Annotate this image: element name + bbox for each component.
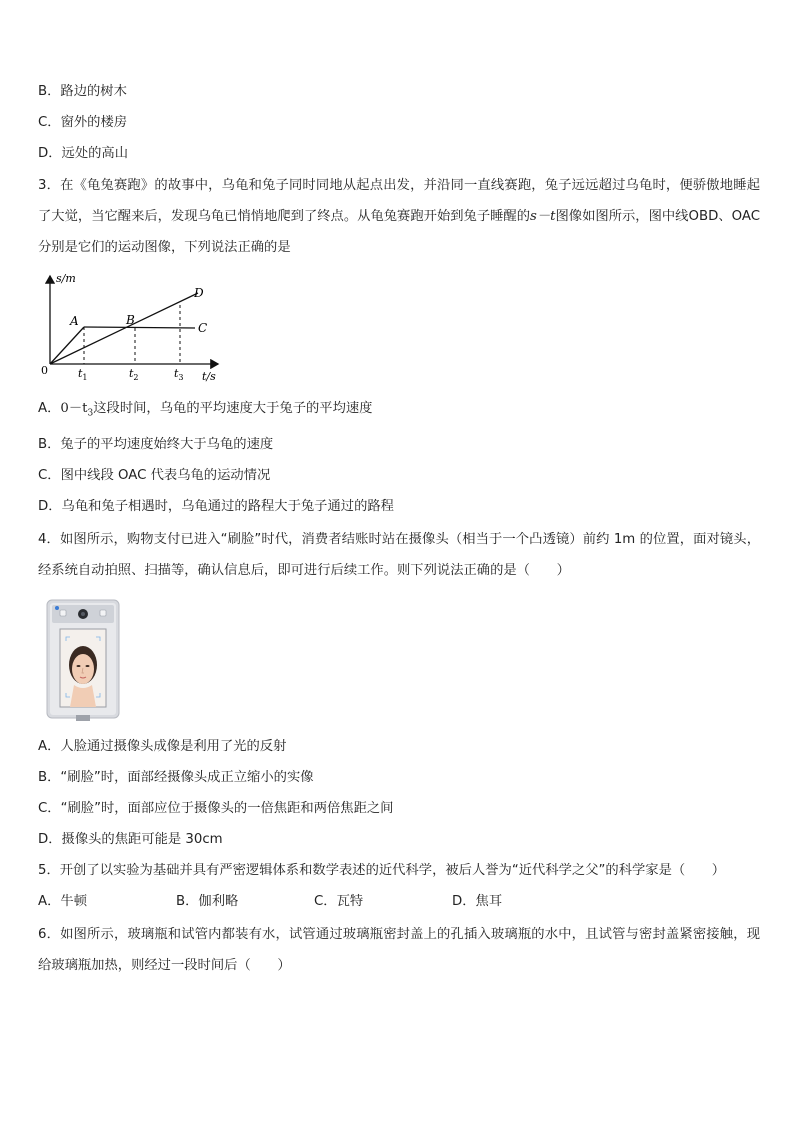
q5-option-c: C．瓦特 <box>314 894 364 909</box>
tick-t2: $t_2$ <box>129 367 139 382</box>
tick-t3: $t_3$ <box>174 367 184 382</box>
q5-stem: 5．开创了以实验为基础并具有严密逻辑体系和数学表述的近代科学，被后人誉为“近代科学之父”的科学家是（ ） <box>38 863 726 878</box>
q2-option-b: B．路边的树木 <box>38 84 127 99</box>
q3-option-a <box>38 400 372 423</box>
q4-option-d: D．摄像头的焦距可能是 30cm <box>38 832 223 847</box>
q3-stem-math: s－t <box>530 209 556 224</box>
q5-option-a: A．牛顿 <box>38 894 87 909</box>
q5-option-d: D．焦耳 <box>452 894 503 909</box>
q3-option-a-prefix: A． <box>38 401 61 416</box>
q3-stem <box>38 170 760 263</box>
q4-option-c: C．“刷脸”时，面部应位于摄像头的一倍焦距和两倍焦距之间 <box>38 801 394 816</box>
q3-st-graph <box>38 270 228 385</box>
point-b-label: B <box>126 313 135 327</box>
x-axis-label: t/s <box>202 370 216 383</box>
q3-option-b: B．兔子的平均速度始终大于乌龟的速度 <box>38 437 274 452</box>
point-d-label: D <box>194 286 204 300</box>
q3-option-d: D．乌龟和兔子相遇时，乌龟通过的路程大于兔子通过的路程 <box>38 499 394 514</box>
point-c-label: C <box>198 321 208 335</box>
q4-stem: 4．如图所示，购物支付已进入“刷脸”时代，消费者结账时站在摄像头（相当于一个凸透镜）前约 1m 的位置，面对镜头，经系统自动拍照、扫描等，确认信息后，即可进行后续工作。则下列说法正确的是（ ） <box>38 532 760 578</box>
q5-option-b: B．伽利略 <box>176 894 239 909</box>
q2-option-d: D．远处的高山 <box>38 146 129 161</box>
face-scan-device-image <box>46 599 120 721</box>
q3-stem-text-b: 图像如图所示，图中线OBD、OAC 分别是它们的运动图像，下列说法正确的是 <box>38 209 760 255</box>
q4-option-b: B．“刷脸”时，面部经摄像头成正立缩小的实像 <box>38 770 314 785</box>
line-oa <box>50 327 84 364</box>
q2-option-c: C．窗外的楼房 <box>38 115 128 130</box>
line-ac <box>84 327 195 328</box>
q3-stem-text-a: 3．在《龟兔赛跑》的故事中，乌龟和兔子同时同地从起点出发，并沿同一直线赛跑，兔子远远超过乌龟时，便骄傲地睡起了大觉，当它醒来后，发现乌龟已悄悄地爬到了终点。从龟兔赛跑开始到兔子睡醒的 <box>38 178 760 224</box>
q4-option-a: A．人脸通过摄像头成像是利用了光的反射 <box>38 739 287 754</box>
q3-option-a-text: 这段时间，乌龟的平均速度大于兔子的平均速度 <box>93 401 373 416</box>
line-obd <box>50 293 198 364</box>
q3-option-a-math: $0-t_3$ <box>60 401 94 419</box>
q3-option-c: C．图中线段 OAC 代表乌龟的运动情况 <box>38 468 271 483</box>
q6-stem: 6．如图所示，玻璃瓶和试管内都装有水，试管通过玻璃瓶密封盖上的孔插入玻璃瓶的水中，且试管与密封盖紧密接触，现给玻璃瓶加热，则经过一段时间后（ ） <box>38 927 760 973</box>
tick-t1: $t_1$ <box>78 367 88 382</box>
point-a-label: A <box>70 314 79 328</box>
y-axis-label: s/m <box>56 272 76 285</box>
origin-label: 0 <box>41 364 48 377</box>
